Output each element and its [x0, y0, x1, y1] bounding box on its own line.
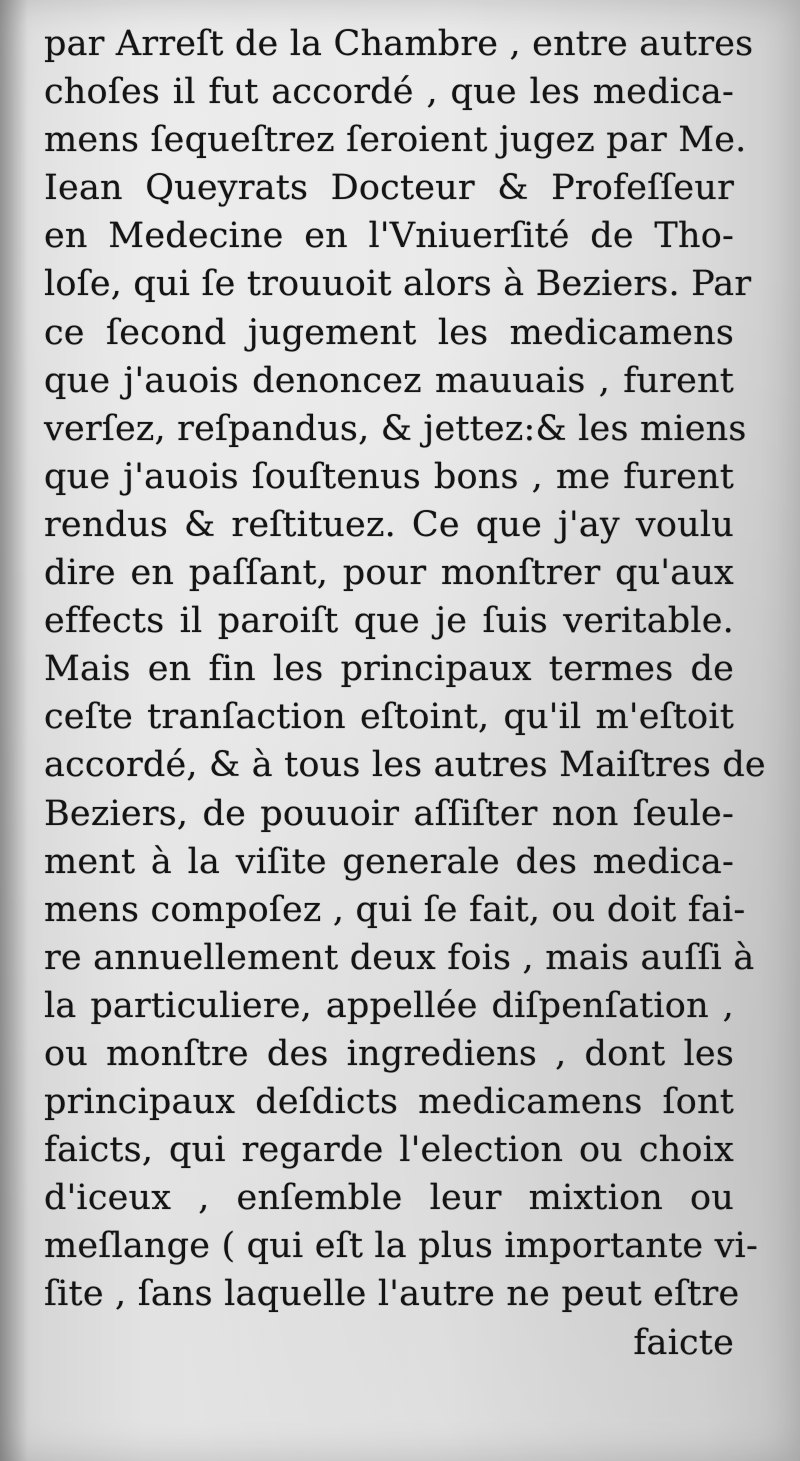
text-line-27: ſite , ſans laquelle l'autre ne peut eſtre — [44, 1274, 740, 1315]
text-line-1: par Arreſt de la Chambre , entre autres — [44, 24, 754, 64]
text-line-6: loſe, qui ſe trouuoit alors à Beziers. Par — [44, 264, 752, 305]
text-line-16: accordé, & à tous les autres Maiſtres de — [44, 745, 766, 786]
text-line-8: que j'auois denoncez mauuais , furent — [44, 360, 734, 401]
text-line-26: meſlange ( qui eſt la plus importante vi- — [44, 1226, 758, 1267]
text-line-13: effects il paroiſt que je ſuis veritable. — [44, 601, 734, 642]
body-text — [44, 20, 766, 1367]
text-line-25: d'iceux , enſemble leur mixtion ou — [44, 1178, 734, 1219]
text-line-5: en Medecine en l'Vniuerſité de Tho- — [44, 216, 734, 257]
text-line-12: dire en paſſant, pour monſtrer qu'aux — [44, 553, 734, 594]
text-line-20: re annuellement deux fois , mais auſſi à — [44, 937, 755, 978]
text-line-4: Iean Queyrats Docteur & Profeſſeur — [44, 168, 734, 209]
text-line-3: mens ſequeſtrez ſeroient jugez par Me. — [44, 120, 747, 161]
text-line-15: ceſte tranſaction eſtoint, qu'il m'eſtoit — [44, 697, 734, 738]
binding-shadow — [0, 0, 28, 1461]
text-line-22: ou monſtre des ingrediens , dont les — [44, 1033, 734, 1074]
text-line-24: faicts, qui regarde l'election ou choix — [44, 1130, 734, 1171]
text-line-17: Beziers, de pouuoir aſſiſter non ſeule- — [44, 793, 734, 834]
catchword: faicte — [633, 1322, 734, 1363]
text-line-9: verſez, reſpandus, & jettez:& les miens — [44, 408, 747, 449]
text-line-21: la particuliere, appellée diſpenſation , — [44, 985, 734, 1026]
text-line-19: mens compoſez , qui ſe fait, ou doit fai- — [44, 889, 746, 930]
text-line-23: principaux deſdicts medicamens ſont — [44, 1082, 734, 1123]
text-line-18: ment à la viſite generale des medica- — [44, 841, 734, 882]
text-line-7: ce ſecond jugement les medicamens — [44, 312, 734, 353]
text-line-11: rendus & reſtituez. Ce que j'ay voulu — [44, 504, 734, 545]
text-line-14: Mais en fin les principaux termes de — [44, 649, 734, 690]
text-line-2: choſes il fut accordé , que les medica- — [44, 72, 734, 113]
text-line-10: que j'auois ſouſtenus bons , me furent — [44, 456, 734, 497]
